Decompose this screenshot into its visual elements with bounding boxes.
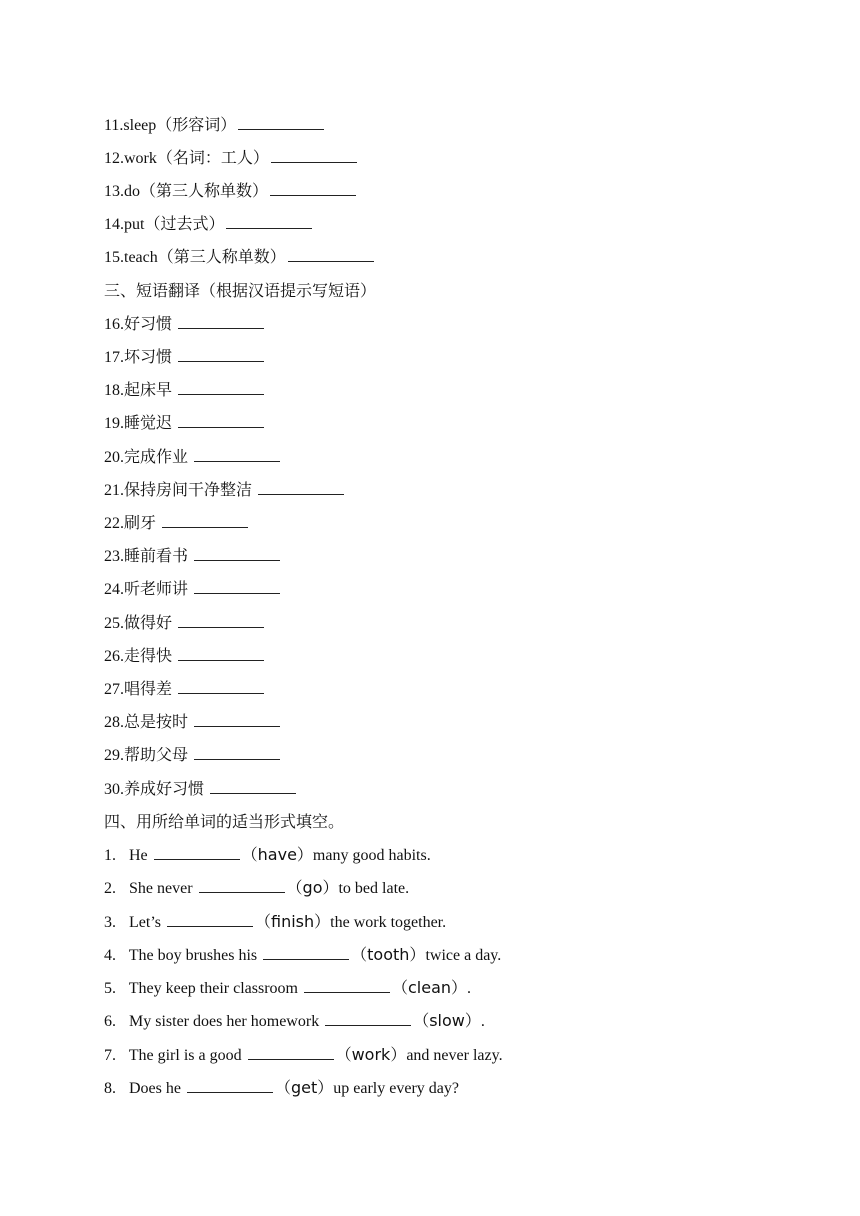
answer-blank[interactable] (178, 646, 264, 661)
sentence-item-2 (104, 873, 409, 903)
word-hint: （finish） (255, 912, 331, 931)
phrase-item-16 (104, 309, 266, 339)
sentence-before: They keep their classroom (128, 980, 298, 997)
answer-blank[interactable] (194, 447, 280, 462)
item-number: 22. (104, 515, 124, 532)
item-text: 起床早 (124, 380, 173, 399)
answer-blank[interactable] (178, 347, 264, 362)
answer-blank[interactable] (263, 945, 349, 960)
item-number: 11. (104, 117, 124, 134)
item-number: 6. (104, 1013, 116, 1030)
sentence-item-7 (104, 1040, 503, 1070)
item-number: 15. (104, 249, 124, 266)
item-text: 保持房间干净整洁 (124, 480, 253, 499)
answer-blank[interactable] (178, 413, 264, 428)
answer-blank[interactable] (178, 380, 264, 395)
answer-blank[interactable] (199, 878, 285, 893)
sentence-after: twice a day. (425, 947, 502, 964)
item-number: 20. (104, 449, 124, 466)
item-number: 7. (104, 1047, 116, 1064)
answer-blank[interactable] (178, 613, 264, 628)
phrase-item-28 (104, 707, 282, 737)
item-number: 12. (104, 150, 124, 167)
item-number: 2. (104, 880, 116, 897)
sentence-before: My sister does her homework (129, 1013, 320, 1030)
item-number: 19. (104, 415, 124, 432)
sentence-after: to bed late. (338, 880, 410, 897)
sentence-item-8 (104, 1073, 459, 1103)
item-number: 4. (104, 947, 116, 964)
sentence-before: He (129, 847, 148, 864)
word-hint: （slow） (413, 1011, 481, 1030)
word-hint: （go） (286, 878, 339, 897)
answer-blank[interactable] (178, 679, 264, 694)
sentence-after: . (480, 1013, 485, 1030)
item-number: 21. (104, 482, 124, 499)
phrase-item-23 (104, 541, 282, 571)
item-text: 唱得差 (124, 679, 173, 698)
phrase-item-26 (104, 641, 266, 671)
item-number: 28. (104, 714, 124, 731)
phrase-item-22 (104, 508, 250, 538)
item-number: 29. (104, 747, 124, 764)
word-hint: （have） (241, 845, 313, 864)
answer-blank[interactable] (194, 546, 280, 561)
item-number: 18. (104, 382, 124, 399)
word-hint: （clean） (392, 978, 468, 997)
phrase-item-29 (104, 740, 282, 770)
item-number: 30. (104, 781, 124, 798)
item-text: 帮助父母 (124, 745, 189, 764)
item-text: 完成作业 (124, 447, 189, 466)
item-word: sleep (123, 117, 157, 134)
answer-blank[interactable] (210, 779, 296, 794)
item-number: 27. (104, 681, 124, 698)
answer-blank[interactable] (194, 712, 280, 727)
item-hint: （过去式） (144, 214, 225, 233)
item-number: 17. (104, 349, 124, 366)
item-number: 25. (104, 615, 124, 632)
sentence-after: . (467, 980, 472, 997)
phrase-item-18 (104, 375, 266, 405)
sentence-item-6 (104, 1006, 485, 1036)
phrase-item-20 (104, 442, 282, 472)
item-number: 5. (104, 980, 116, 997)
item-text: 坏习惯 (124, 347, 173, 366)
answer-blank[interactable] (288, 247, 374, 262)
item-text: 走得快 (124, 646, 173, 665)
item-word: teach (124, 249, 158, 266)
answer-blank[interactable] (304, 978, 390, 993)
answer-blank[interactable] (238, 115, 324, 130)
answer-blank[interactable] (270, 181, 356, 196)
item-number: 16. (104, 316, 124, 333)
sentence-item-1 (104, 840, 431, 870)
item-text: 做得好 (124, 613, 173, 632)
item-hint: （第三人称单数） (140, 181, 269, 200)
word-form-item-13 (104, 176, 358, 206)
answer-blank[interactable] (194, 579, 280, 594)
phrase-item-17 (104, 342, 266, 372)
item-word: put (124, 216, 145, 233)
word-form-item-15 (104, 242, 376, 272)
answer-blank[interactable] (271, 148, 357, 163)
phrase-item-21 (104, 475, 346, 505)
word-hint: （work） (335, 1045, 407, 1064)
word-hint: （tooth） (351, 945, 426, 964)
sentence-before: She never (129, 880, 193, 897)
sentence-before: The girl is a good (128, 1047, 242, 1064)
sentence-before: Let’s (129, 914, 161, 931)
sentence-before: Does he (129, 1080, 181, 1097)
item-word: do (124, 183, 140, 200)
word-hint: （get） (274, 1078, 334, 1097)
item-number: 8. (104, 1080, 116, 1097)
word-form-item-12 (104, 143, 359, 173)
item-number: 3. (104, 914, 116, 931)
item-text: 好习惯 (124, 314, 173, 333)
item-text: 刷牙 (124, 513, 157, 532)
section-heading-phrase-translation: 三、短语翻译（根据汉语提示写短语） (104, 281, 377, 300)
answer-blank[interactable] (194, 745, 280, 760)
item-hint: （第三人称单数） (157, 247, 286, 266)
sentence-item-3 (104, 907, 446, 937)
answer-blank[interactable] (187, 1078, 273, 1093)
word-form-item-14 (104, 209, 314, 239)
item-word: work (124, 150, 157, 167)
answer-blank[interactable] (248, 1045, 334, 1060)
item-number: 26. (104, 648, 124, 665)
sentence-after: many good habits. (312, 847, 431, 864)
item-text: 总是按时 (124, 712, 189, 731)
answer-blank[interactable] (154, 845, 240, 860)
phrase-item-25 (104, 608, 266, 638)
phrase-item-24 (104, 574, 282, 604)
sentence-after: and never lazy. (406, 1047, 503, 1064)
item-number: 23. (104, 548, 124, 565)
answer-blank[interactable] (167, 912, 253, 927)
item-text: 养成好习惯 (124, 779, 205, 798)
answer-blank[interactable] (325, 1011, 411, 1026)
sentence-before: The boy brushes his (128, 947, 258, 964)
sentence-item-5 (104, 973, 471, 1003)
item-number: 1. (104, 847, 116, 864)
item-number: 24. (104, 581, 124, 598)
item-text: 睡前看书 (124, 546, 189, 565)
sentence-after: up early every day? (333, 1080, 459, 1097)
answer-blank[interactable] (162, 513, 248, 528)
sentence-item-4 (104, 940, 501, 970)
phrase-item-30 (104, 774, 298, 804)
answer-blank[interactable] (258, 480, 344, 495)
phrase-item-27 (104, 674, 266, 704)
item-hint: （形容词） (156, 115, 237, 134)
answer-blank[interactable] (178, 314, 264, 329)
item-text: 睡觉迟 (124, 413, 173, 432)
sentence-after: the work together. (330, 914, 447, 931)
section-heading-fill-in-blank: 四、用所给单词的适当形式填空。 (104, 812, 345, 831)
item-number: 13. (104, 183, 124, 200)
phrase-item-19 (104, 408, 266, 438)
item-hint: （名词：工人） (156, 148, 269, 167)
item-text: 听老师讲 (124, 579, 189, 598)
answer-blank[interactable] (226, 214, 312, 229)
word-form-item-11 (104, 110, 326, 140)
item-number: 14. (104, 216, 124, 233)
